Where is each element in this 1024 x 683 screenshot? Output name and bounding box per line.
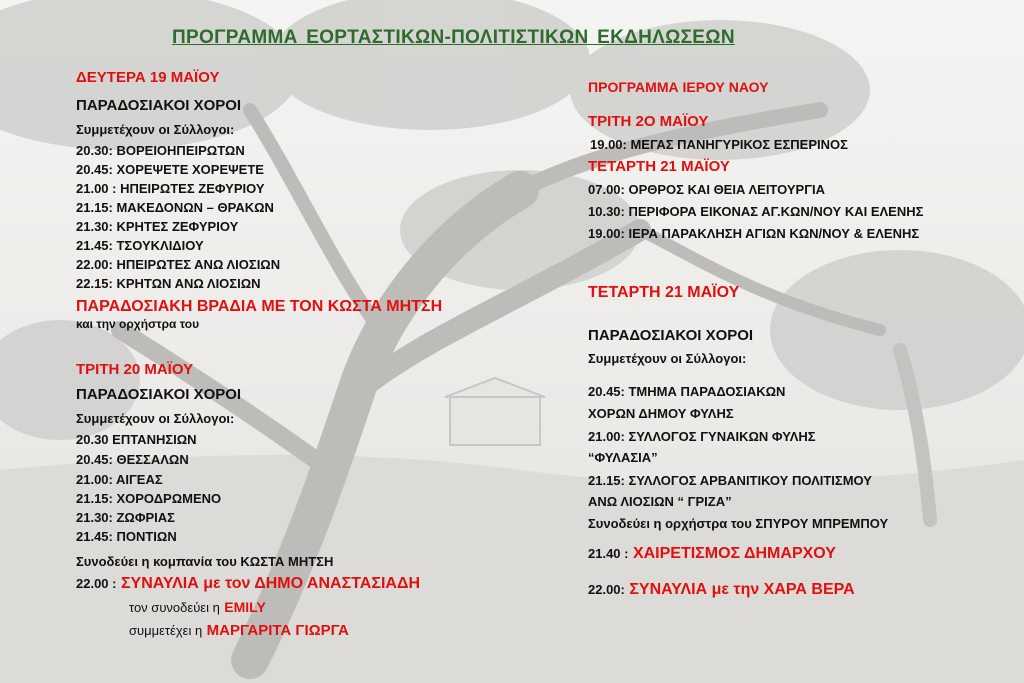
tuesday-item: 21.45: ΠΟΝΤΙΩΝ bbox=[76, 529, 177, 544]
tuesday-concert bbox=[76, 576, 420, 592]
wednesday-day: ΤΕΤΑΡΤΗ 21 ΜΑΪΟΥ bbox=[588, 284, 740, 301]
wednesday-accompany: Συνοδεύει η ορχήστρα του ΣΠΥΡΟΥ ΜΠΡΕΜΠΟΥ bbox=[588, 516, 889, 531]
tuesday-item: 21.00: ΑΙΓΕΑΣ bbox=[76, 472, 163, 487]
monday-participants: Συμμετέχουν οι Σύλλογοι: bbox=[76, 122, 235, 137]
church-wednesday-item: 10.30: ΠΕΡΙΦΟΡΑ ΕΙΚΟΝΑΣ ΑΓ.ΚΩΝ/ΝΟΥ ΚΑΙ ΕΛΕΝΗΣ bbox=[588, 204, 924, 219]
monday-item: 21.15: ΜΑΚΕΔΟΝΩΝ – ΘΡΑΚΩΝ bbox=[76, 200, 274, 215]
tuesday-with-prefix: τον συνοδεύει η bbox=[129, 600, 220, 615]
tuesday-accompany: Συνοδεύει η κομπανία του ΚΩΣΤΑ ΜΗΤΣΗ bbox=[76, 554, 334, 569]
page-title: ΠΡΟΓΡΑΜΜΑ ΕΟΡΤΑΣΤΙΚΩΝ-ΠΟΛΙΤΙΣΤΙΚΩΝ ΕΚΔΗΛΩΣΕΩΝ bbox=[172, 27, 735, 48]
tuesday-item: 21.30: ΖΩΦΡΙΑΣ bbox=[76, 510, 175, 525]
wednesday-concert-time: 22.00: bbox=[588, 582, 625, 597]
wednesday-concert-name: ΣΥΝΑΥΛΙΑ με την ΧΑΡΑ ΒΕΡΑ bbox=[629, 581, 855, 598]
tuesday-concert-time: 22.00 : bbox=[76, 576, 117, 591]
tuesday-participant bbox=[129, 623, 349, 639]
tuesday-heading: ΠΑΡΑΔΟΣΙΑΚΟΙ ΧΟΡΟΙ bbox=[76, 386, 242, 403]
tuesday-part-name: ΜΑΡΓΑΡΙΤΑ ΓΙΩΡΓΑ bbox=[206, 622, 349, 639]
wednesday-item: ΧΟΡΩΝ ΔΗΜΟΥ ΦΥΛΗΣ bbox=[588, 406, 734, 421]
monday-item: 21.00 : ΗΠΕΙΡΩΤΕΣ ΖΕΦΥΡΙΟΥ bbox=[76, 181, 265, 196]
wednesday-greeting-name: ΧΑΙΡΕΤΙΣΜΟΣ ΔΗΜΑΡΧΟΥ bbox=[632, 545, 836, 562]
monday-item: 20.45: ΧΟΡΕΨΕΤΕ ΧΟΡΕΨΕΤΕ bbox=[76, 162, 264, 177]
tuesday-participants: Συμμετέχουν οι Σύλλογοι: bbox=[76, 411, 235, 426]
monday-evening: ΠΑΡΑΔΟΣΙΑΚΗ ΒΡΑΔΙΑ ΜΕ ΤΟΝ ΚΩΣΤΑ ΜΗΤΣΗ bbox=[76, 298, 443, 315]
tuesday-item: 20.45: ΘΕΣΣΑΛΩΝ bbox=[76, 452, 189, 467]
monday-item: 22.15: ΚΡΗΤΩΝ ΑΝΩ ΛΙΟΣΙΩΝ bbox=[76, 276, 261, 291]
tuesday-part-prefix: συμμετέχει η bbox=[129, 623, 203, 638]
monday-item: 22.00: ΗΠΕΙΡΩΤΕΣ ΑΝΩ ΛΙΟΣΙΩΝ bbox=[76, 257, 281, 272]
church-tuesday-item: 19.00: ΜΕΓΑΣ ΠΑΝΗΓΥΡΙΚΟΣ ΕΣΠΕΡΙΝΟΣ bbox=[590, 137, 848, 152]
monday-item: 21.30: ΚΡΗΤΕΣ ΖΕΦΥΡΙΟΥ bbox=[76, 219, 239, 234]
tuesday-item: 21.15: ΧΟΡΟΔΡΩΜΕΝΟ bbox=[76, 491, 222, 506]
wednesday-item: 21.00: ΣΥΛΛΟΓΟΣ ΓΥΝΑΙΚΩΝ ΦΥΛΗΣ bbox=[588, 429, 816, 444]
wednesday-heading: ΠΑΡΑΔΟΣΙΑΚΟΙ ΧΟΡΟΙ bbox=[588, 327, 754, 344]
wednesday-participants: Συμμετέχουν οι Σύλλογοι: bbox=[588, 351, 747, 366]
monday-item: 21.45: ΤΣΟΥΚΛΙΔΙΟΥ bbox=[76, 238, 204, 253]
church-wednesday-item: 07.00: ΟΡΘΡΟΣ ΚΑΙ ΘΕΙΑ ΛΕΙΤΟΥΡΓΙΑ bbox=[588, 182, 826, 197]
monday-item: 20.30: ΒΟΡΕΙΟΗΠΕΙΡΩΤΩΝ bbox=[76, 143, 245, 158]
tuesday-item: 20.30 ΕΠΤΑΝΗΣΙΩΝ bbox=[76, 432, 197, 447]
monday-heading: ΠΑΡΑΔΟΣΙΑΚΟΙ ΧΟΡΟΙ bbox=[76, 97, 242, 114]
wednesday-greeting bbox=[588, 546, 836, 562]
church-title: ΠΡΟΓΡΑΜΜΑ ΙΕΡΟΥ ΝΑΟΥ bbox=[588, 79, 769, 95]
tuesday-with-name: EMILY bbox=[224, 599, 266, 615]
wednesday-concert bbox=[588, 582, 855, 598]
monday-day: ΔΕΥΤΕΡΑ 19 ΜΑΪΟΥ bbox=[76, 69, 220, 86]
wednesday-item: ΑΝΩ ΛΙΟΣΙΩΝ “ ΓΡΙΖΑ” bbox=[588, 494, 732, 509]
tuesday-concert-name: ΣΥΝΑΥΛΙΑ με τον ΔΗΜΟ ΑΝΑΣΤΑΣΙΑΔΗ bbox=[120, 575, 420, 592]
wednesday-item: 20.45: ΤΜΗΜΑ ΠΑΡΑΔΟΣΙΑΚΩΝ bbox=[588, 384, 786, 399]
church-wednesday-day: ΤΕΤΑΡΤΗ 21 ΜΑΪΟΥ bbox=[588, 158, 730, 175]
wednesday-item: “ΦΥΛΑΣΙΑ” bbox=[588, 450, 658, 465]
tuesday-day: ΤΡΙΤΗ 20 ΜΑΪΟΥ bbox=[76, 361, 194, 378]
wednesday-item: 21.15: ΣΥΛΛΟΓΟΣ ΑΡΒΑΝΙΤΙΚΟΥ ΠΟΛΙΤΙΣΜΟΥ bbox=[588, 473, 872, 488]
church-tuesday-day: ΤΡΙΤΗ 2Ο ΜΑΪΟΥ bbox=[588, 113, 709, 130]
church-wednesday-item: 19.00: ΙΕΡΑ ΠΑΡΑΚΛΗΣΗ ΑΓΙΩΝ ΚΩΝ/ΝΟΥ & ΕΛΕΝΗΣ bbox=[588, 226, 920, 241]
tuesday-with bbox=[129, 600, 266, 616]
wednesday-greeting-time: 21.40 : bbox=[588, 546, 629, 561]
monday-evening-note: και την ορχήστρα του bbox=[76, 317, 200, 331]
